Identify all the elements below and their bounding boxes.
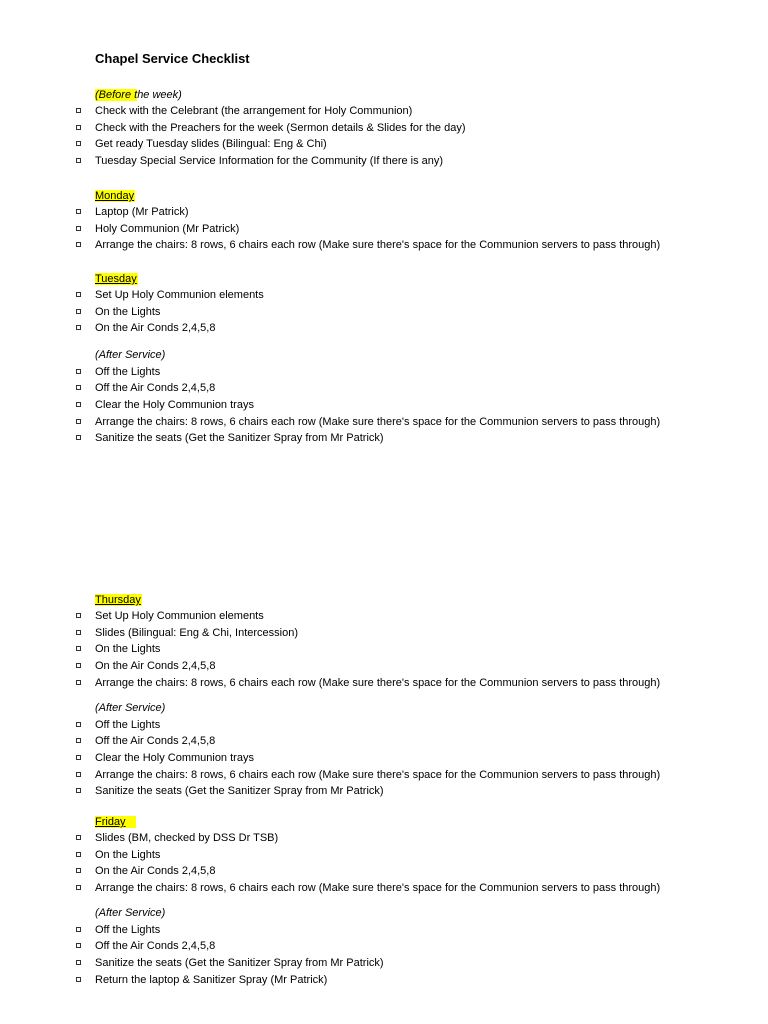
checkbox-icon[interactable] [76,835,81,840]
checkbox-icon[interactable] [76,788,81,793]
checklist-item[interactable] [0,922,768,939]
checklist-friday [0,830,768,897]
checklist-item[interactable] [0,955,768,972]
after-service-label: (After Service) [95,907,166,919]
checklist-item[interactable] [0,221,768,238]
checkbox-icon[interactable] [76,738,81,743]
checklist-item[interactable] [0,767,768,784]
checklist-item-label: Arrange the chairs: 8 rows, 6 chairs each row (Make sure there's space for the Communion servers to pass through) [95,768,661,781]
checkbox-icon[interactable] [76,960,81,965]
section-heading-monday [95,188,768,204]
checklist-item-label: Off the Air Conds 2,4,5,8 [95,382,216,395]
checklist-tuesday-after [0,364,768,447]
checklist-item-label: Get ready Tuesday slides (Bilingual: Eng & Chi) [95,138,327,151]
heading-rest: he week) [137,89,182,101]
checklist-item[interactable] [0,641,768,658]
checkbox-icon[interactable] [76,722,81,727]
heading-highlight: Thursday [95,594,141,606]
checklist-item-label: Arrange the chairs: 8 rows, 6 chairs each row (Make sure there's space for the Communion servers to pass through) [95,239,661,252]
checkbox-icon[interactable] [76,226,81,231]
checklist-item-label: On the Air Conds 2,4,5,8 [95,660,216,673]
checklist-friday-after [0,922,768,989]
checklist-item-label: On the Lights [95,848,161,861]
checklist-item[interactable] [0,733,768,750]
checklist-item[interactable] [0,414,768,431]
checkbox-icon[interactable] [76,977,81,982]
section-thursday [0,592,768,691]
checklist-item[interactable] [0,320,768,337]
checkbox-icon[interactable] [76,613,81,618]
checklist-item-label: Tuesday Special Service Information for the Community (If there is any) [95,155,444,168]
checklist-item[interactable] [0,120,768,137]
checkbox-icon[interactable] [76,435,81,440]
checkbox-icon[interactable] [76,927,81,932]
checklist-item[interactable] [0,287,768,304]
checklist-item[interactable] [0,675,768,692]
checklist-item-label: Check with the Celebrant (the arrangement for Holy Communion) [95,105,413,117]
checklist-item[interactable] [0,380,768,397]
checklist-item-label: Check with the Preachers for the week (Sermon details & Slides for the day) [95,121,466,134]
checkbox-icon[interactable] [76,663,81,668]
checklist-item-label: Slides (Bilingual: Eng & Chi, Intercession) [95,626,298,639]
checklist-item-label: Off the Lights [95,365,161,378]
checklist-item[interactable] [0,136,768,153]
checklist-item-label: Arrange the chairs: 8 rows, 6 chairs each row (Make sure there's space for the Communion servers to pass through) [95,415,661,428]
checklist-item-label: Set Up Holy Communion elements [95,289,264,301]
checklist-item-label: Off the Lights [95,923,161,936]
checklist-item-label: Arrange the chairs: 8 rows, 6 chairs each row (Make sure there's space for the Communion servers to pass through) [95,882,661,895]
checklist-item[interactable] [0,103,768,120]
section-heading-thursday [95,592,768,608]
checklist-item-label: Clear the Holy Communion trays [95,398,254,411]
checkbox-icon[interactable] [76,868,81,873]
section-thursday-after [0,700,768,800]
checklist-item-label: Slides (BM, checked by DSS Dr TSB) [95,832,279,844]
checklist-item-label: Laptop (Mr Patrick) [95,206,189,218]
checklist-item-label: Set Up Holy Communion elements [95,610,264,622]
checkbox-icon[interactable] [76,242,81,247]
checkbox-icon[interactable] [76,419,81,424]
checklist-item-label: On the Lights [95,305,161,318]
checklist-item[interactable] [0,938,768,955]
after-service-label: (After Service) [95,349,166,361]
checklist-item-label: Off the Air Conds 2,4,5,8 [95,940,216,953]
checklist-item[interactable] [0,625,768,642]
checkbox-icon[interactable] [76,108,81,113]
checklist-before-week [0,103,768,170]
checklist-item[interactable] [0,750,768,767]
section-before-week [0,87,768,170]
checkbox-icon[interactable] [76,309,81,314]
checkbox-icon[interactable] [76,292,81,297]
section-monday [0,188,768,254]
checkbox-icon[interactable] [76,385,81,390]
checklist-item[interactable] [0,717,768,734]
checklist-item[interactable] [0,863,768,880]
checklist-item-label: Clear the Holy Communion trays [95,751,254,764]
checklist-item[interactable] [0,972,768,989]
checklist-item-label: On the Air Conds 2,4,5,8 [95,322,216,335]
checklist-item-label: Sanitize the seats (Get the Sanitizer Spray from Mr Patrick) [95,785,384,798]
document-title: Chapel Service Checklist [95,51,250,66]
checkbox-icon[interactable] [76,680,81,685]
checkbox-icon[interactable] [76,646,81,651]
checklist-item[interactable] [0,304,768,321]
after-service-label: (After Service) [95,702,166,714]
heading-highlight: Monday [95,190,135,202]
checklist-item[interactable] [0,658,768,675]
section-tuesday-after [0,347,768,447]
checklist-item[interactable] [0,830,768,847]
checkbox-icon[interactable] [76,630,81,635]
checklist-item-label: Holy Communion (Mr Patrick) [95,222,240,235]
section-heading-friday [95,814,768,830]
checklist-thursday [0,608,768,691]
checkbox-icon[interactable] [76,209,81,214]
checkbox-icon[interactable] [76,402,81,407]
section-tuesday [0,271,768,337]
checklist-thursday-after [0,717,768,800]
checklist-item[interactable] [0,397,768,414]
checkbox-icon[interactable] [76,141,81,146]
checklist-item[interactable] [0,364,768,381]
checklist-item[interactable] [0,237,768,254]
section-friday [0,814,768,897]
checkbox-icon[interactable] [76,369,81,374]
checkbox-icon[interactable] [76,852,81,857]
heading-highlight: (Before t [95,89,138,101]
heading-highlight: Friday [95,816,136,828]
checklist-item-label: Return the laptop & Sanitizer Spray (Mr Patrick) [95,973,328,986]
checkbox-icon[interactable] [76,885,81,890]
checklist-item[interactable] [0,430,768,447]
checklist-item[interactable] [0,204,768,221]
section-heading-tuesday [95,271,768,287]
checklist-item-label: Sanitize the seats (Get the Sanitizer Spray from Mr Patrick) [95,432,384,445]
checklist-item[interactable] [0,153,768,170]
checkbox-icon[interactable] [76,943,81,948]
checklist-item[interactable] [0,608,768,625]
checklist-item[interactable] [0,783,768,800]
heading-highlight: Tuesday [95,273,137,285]
checklist-item-label: On the Lights [95,643,161,656]
checkbox-icon[interactable] [76,325,81,330]
checkbox-icon[interactable] [76,755,81,760]
checklist-item-label: Off the Lights [95,718,161,731]
checklist-item-label: On the Air Conds 2,4,5,8 [95,865,216,878]
checklist-item-label: Arrange the chairs: 8 rows, 6 chairs each row (Make sure there's space for the Communion servers to pass through) [95,676,661,689]
checklist-item[interactable] [0,880,768,897]
checklist-item[interactable] [0,847,768,864]
checkbox-icon[interactable] [76,125,81,130]
checkbox-icon[interactable] [76,772,81,777]
section-heading-before-week [95,87,768,103]
section-friday-after [0,905,768,988]
checklist-monday [0,204,768,254]
checklist-item-label: Sanitize the seats (Get the Sanitizer Spray from Mr Patrick) [95,956,384,969]
checklist-tuesday [0,287,768,337]
checklist-item-label: Off the Air Conds 2,4,5,8 [95,735,216,748]
checkbox-icon[interactable] [76,158,81,163]
